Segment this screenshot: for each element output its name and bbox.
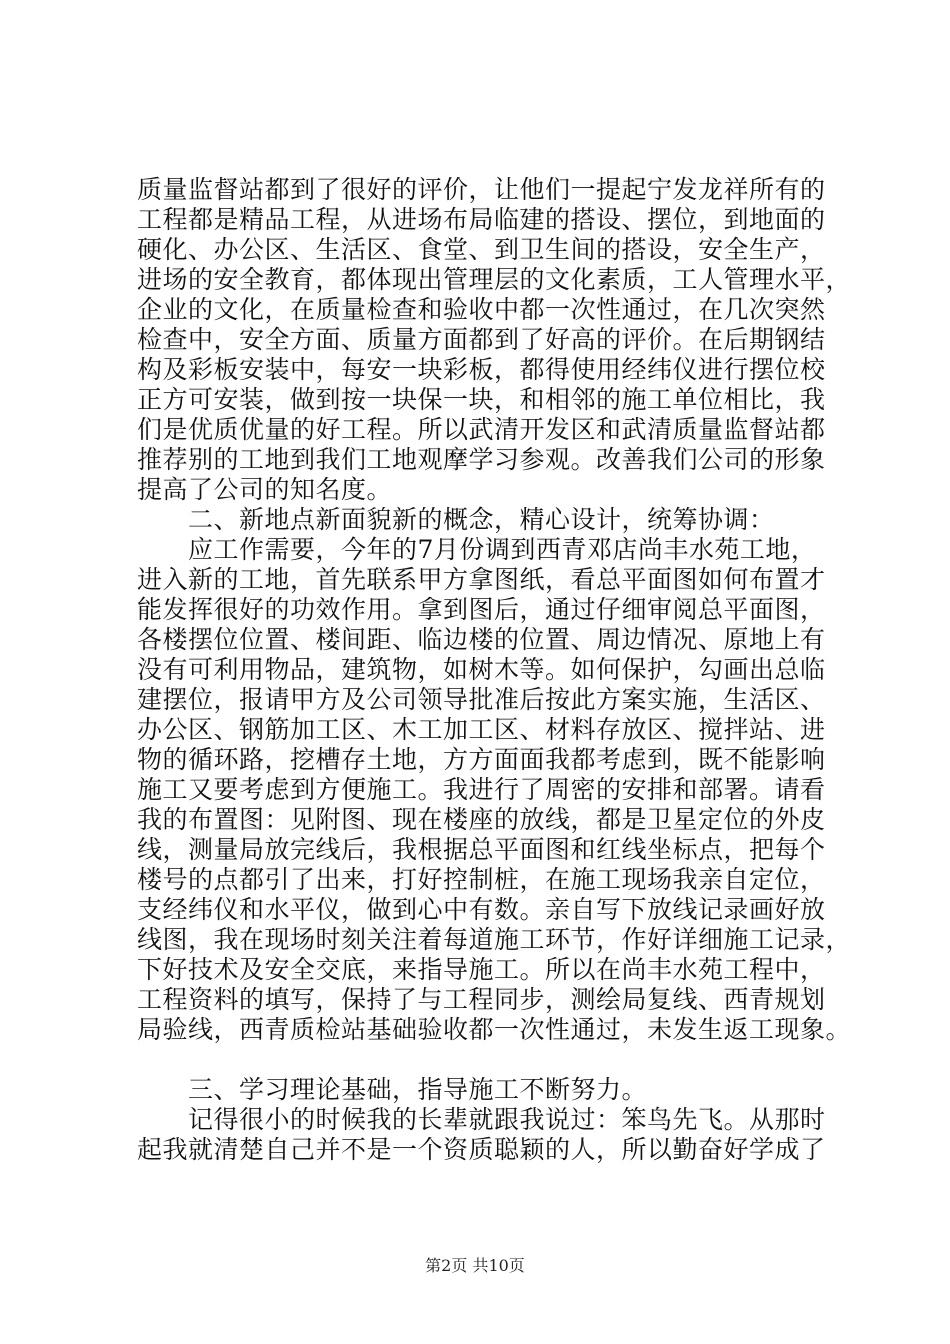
text-line: 提高了公司的知名度。: [137, 475, 393, 504]
text-line: 检查中，安全方面、质量方面都到了好高的评价。在后期钢结: [137, 325, 826, 354]
text-line: 硬化、办公区、生活区、食堂、到卫生间的搭设，安全生产，: [137, 235, 826, 264]
page-number-footer: 第2页 共10页: [425, 1256, 525, 1275]
text-line: 物的循环路，挖槽存土地，方方面面我都考虑到，既不能影响: [137, 745, 826, 774]
text-line: 记得很小的时候我的长辈就跟我说过：笨鸟先飞。从那时: [137, 1105, 826, 1134]
paragraph-gap: [137, 1045, 857, 1075]
text-line: 工程资料的填写，保持了与工程同步，测绘局复线、西青规划: [137, 985, 826, 1014]
text-line: 下好技术及安全交底，来指导施工。所以在尚丰水苑工程中，: [137, 955, 826, 984]
text-line: 能发挥很好的功效作用。拿到图后，通过仔细审阅总平面图，: [137, 595, 826, 624]
text-line: 应工作需要，今年的7月份调到西青邓店尚丰水苑工地，: [137, 535, 817, 564]
text-line: 进入新的工地，首先联系甲方拿图纸，看总平面图如何布置才: [137, 565, 826, 594]
section-heading-3: 三、学习理论基础，指导施工不断努力。: [137, 1075, 648, 1104]
text-line: 进场的安全教育，都体现出管理层的文化素质，工人管理水平，: [137, 265, 852, 294]
document-body: [137, 175, 857, 1165]
section-heading-2: 二、新地点新面貌新的概念，精心设计，统筹协调：: [137, 505, 775, 534]
text-line: 局验线，西青质检站基础验收都一次性通过，未发生返工现象。: [137, 1015, 852, 1044]
text-line: 建摆位，报请甲方及公司领导批准后按此方案实施，生活区、: [137, 685, 826, 714]
text-line: 工程都是精品工程，从进场布局临建的搭设、摆位，到地面的: [137, 205, 826, 234]
text-line: 构及彩板安装中，每安一块彩板，都得使用经纬仪进行摆位校: [137, 355, 826, 384]
text-line: 没有可利用物品，建筑物，如树木等。如何保护，勾画出总临: [137, 655, 826, 684]
text-line: 支经纬仪和水平仪，做到心中有数。亲自写下放线记录画好放: [137, 895, 826, 924]
text-line: 楼号的点都引了出来，打好控制桩，在施工现场我亲自定位，: [137, 865, 826, 894]
text-line: 办公区、钢筋加工区、木工加工区、材料存放区、搅拌站、进: [137, 715, 826, 744]
text-line: 起我就清楚自己并不是一个资质聪颖的人，所以勤奋好学成了: [137, 1135, 826, 1164]
text-line: 各楼摆位位置、楼间距、临边楼的位置、周边情况、原地上有: [137, 625, 826, 654]
text-line: 施工又要考虑到方便施工。我进行了周密的安排和部署。请看: [137, 775, 826, 804]
text-line: 们是优质优量的好工程。所以武清开发区和武清质量监督站都: [137, 415, 826, 444]
text-line: 正方可安装，做到按一块保一块，和相邻的施工单位相比，我: [137, 385, 826, 414]
text-line: 企业的文化，在质量检查和验收中都一次性通过，在几次突然: [137, 295, 826, 324]
text-line: 推荐别的工地到我们工地观摩学习参观。改善我们公司的形象: [137, 445, 826, 474]
text-line: 质量监督站都到了很好的评价，让他们一提起宁发龙祥所有的: [137, 175, 826, 204]
text-line: 我的布置图：见附图、现在楼座的放线，都是卫星定位的外皮: [137, 805, 826, 834]
text-line: 线图，我在现场时刻关注着每道施工环节，作好详细施工记录，: [137, 925, 852, 954]
text-line: 线，测量局放完线后，我根据总平面图和红线坐标点，把每个: [137, 835, 826, 864]
